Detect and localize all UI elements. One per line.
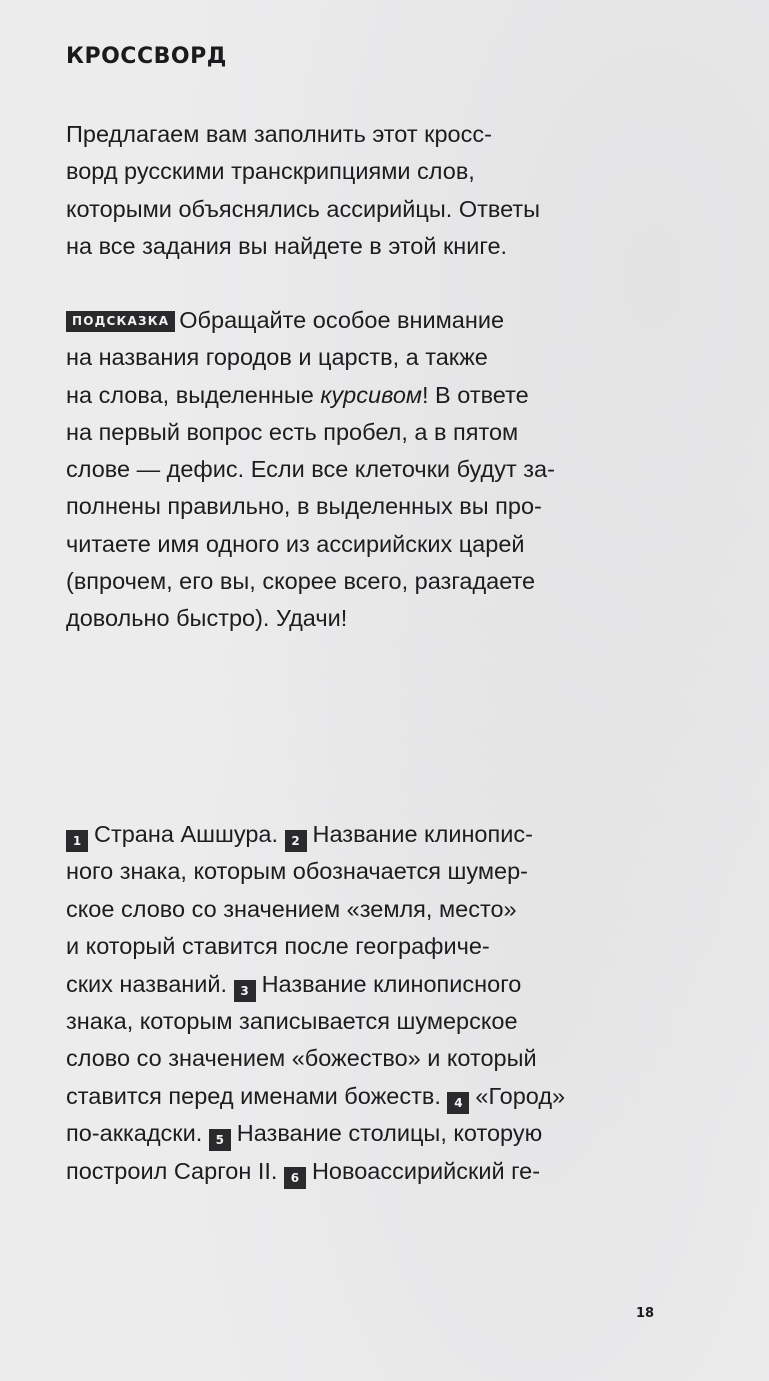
hint-line xyxy=(66,377,686,414)
question-text: ставится перед именами божеств. xyxy=(66,1082,441,1109)
question-line: ного знака, которым обозначается шумер- xyxy=(66,858,528,885)
question-number-5: 5 xyxy=(209,1129,231,1151)
question-number-6: 6 xyxy=(284,1167,306,1189)
question-text: Новоассирийский ге- xyxy=(311,1157,541,1184)
hint-text: Обращайте особое внимание xyxy=(179,307,505,333)
hint-line: слове — дефис. Если все клеточки будут за- xyxy=(66,456,555,483)
question-number-4: 4 xyxy=(447,1092,469,1114)
question-number-1: 1 xyxy=(66,830,88,852)
question-text: построил Саргон II. xyxy=(66,1157,278,1184)
question-text: «Город» xyxy=(475,1082,566,1109)
question-text: Название столицы, которую xyxy=(236,1120,543,1147)
question-text: по-аккадски. xyxy=(66,1120,203,1147)
question-text: Название клинописного xyxy=(261,970,522,997)
question-line xyxy=(66,1078,686,1115)
question-text: ских названий. xyxy=(66,970,228,997)
page-number: 18 xyxy=(636,1306,655,1321)
question-line: слово со значением «божество» и который xyxy=(66,1045,537,1072)
crossword-questions xyxy=(66,816,686,1190)
hint-line: полнены правильно, в выделенных вы про- xyxy=(66,493,542,520)
question-line xyxy=(66,816,686,853)
question-line: ское слово со значением «земля, место» xyxy=(66,895,517,922)
question-line: знака, которым записывается шумерское xyxy=(66,1008,518,1035)
question-text: Название клинопис- xyxy=(312,821,533,847)
italic-word: курсивом xyxy=(320,381,422,408)
hint-text: ! В ответе xyxy=(422,381,529,408)
intro-paragraph xyxy=(66,116,686,265)
hint-text: на слова, выделенные xyxy=(66,381,321,408)
hint-line: на первый вопрос есть пробел, а в пятом xyxy=(66,418,519,445)
intro-line: которыми объяснялись ассирийцы. Ответы xyxy=(66,195,541,222)
question-line xyxy=(66,966,686,1003)
section-heading: КРОССВОРД xyxy=(66,44,227,69)
question-number-2: 2 xyxy=(285,830,307,852)
hint-line xyxy=(66,302,686,339)
question-text: Страна Ашшура. xyxy=(94,821,278,847)
hint-badge: ПОДСКАЗКА xyxy=(66,311,175,332)
hint-line: (впрочем, его вы, скорее всего, разгадаете xyxy=(66,568,536,595)
intro-line: на все задания вы найдете в этой книге. xyxy=(66,232,508,259)
intro-line: Предлагаем вам заполнить этот кросс- xyxy=(66,121,492,147)
question-number-3: 3 xyxy=(234,980,256,1002)
intro-line: ворд русскими транскрипциями слов, xyxy=(66,158,475,185)
question-line: и который ставится после географиче- xyxy=(66,933,490,960)
hint-line: довольно быстро). Удачи! xyxy=(66,605,348,632)
hint-line: читаете имя одного из ассирийских царей xyxy=(66,530,525,557)
hint-line: на названия городов и царств, а также xyxy=(66,344,488,371)
question-line xyxy=(66,1115,686,1152)
question-line xyxy=(66,1153,686,1190)
hint-paragraph xyxy=(66,302,686,638)
